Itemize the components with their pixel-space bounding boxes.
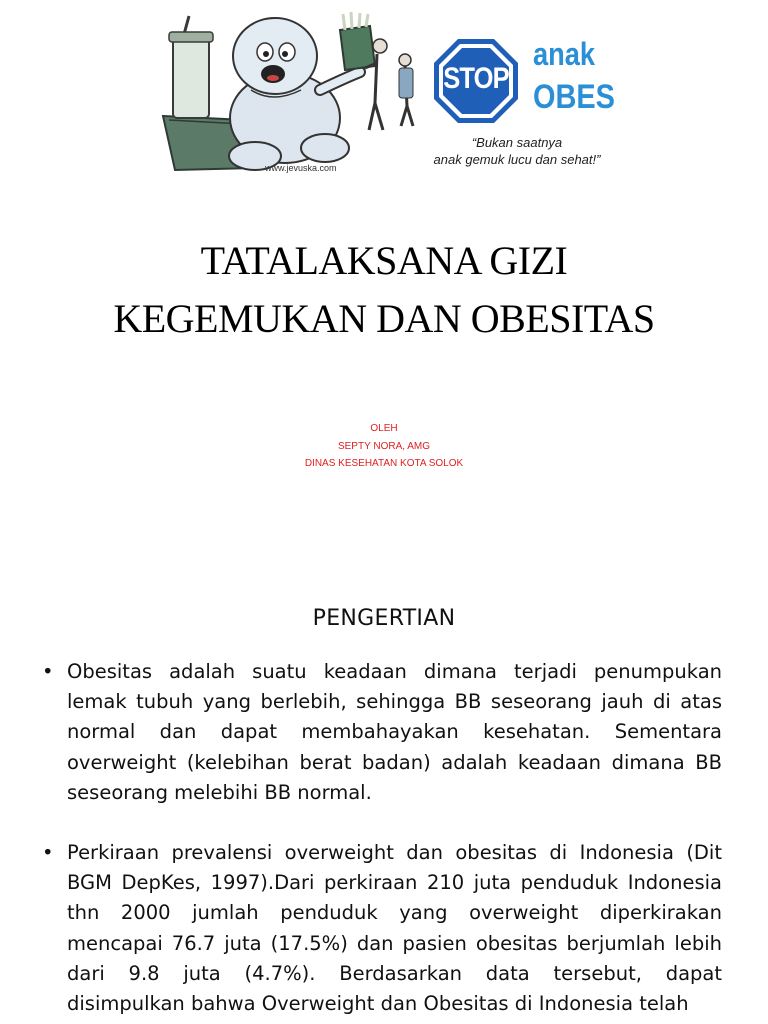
title-line-2: KEGEMUKAN DAN OBESITAS: [113, 296, 655, 341]
author-block: [0, 420, 768, 473]
tagline-line-2: anak gemuk lucu dan sehat!”: [433, 152, 601, 167]
brand-word-anak: anak: [533, 36, 595, 72]
bullet-icon: •: [42, 660, 54, 683]
author-by: OLEH: [370, 423, 398, 434]
paragraph-text: Obesitas adalah suatu keadaan dimana terjadi penumpukan lemak tubuh yang berlebih, sehingga BB seseorang jauh di atas normal dan dapat membahayakan kesehatan. Sementara overweight (kelebihan berat badan) adalah keadaan dimana BB seseorang melebihi BB normal.: [67, 660, 722, 804]
brand-word-obes: OBES: [533, 78, 615, 116]
website-credit: www.jevuska.com: [265, 163, 337, 173]
section-heading: PENGERTIAN: [312, 606, 456, 631]
list-item: [40, 657, 722, 808]
stop-label: STOP: [443, 62, 509, 95]
author-name: SEPTY NORA, AMG: [337, 440, 431, 452]
list-item: [40, 838, 722, 1019]
author-office: DINAS KESEHATAN KOTA SOLOK: [304, 458, 464, 469]
banner-illustration: [155, 8, 615, 180]
paragraph-text: Perkiraan prevalensi overweight dan obesitas di Indonesia (Dit BGM DepKes, 1997).Dari perkiraan 210 juta penduduk Indonesia thn 2000 jumlah penduduk yang overweight diperkirakan mencapai 76.7 juta (17.5%) dan pasien obesitas berjumlah lebih dari 9.8 juta (4.7%). Berdasarkan data tersebut, dapat disimpulkan bahwa Overweight dan Obesitas di Indonesia telah: [67, 841, 722, 1016]
title-line-1: TATALAKSANA GIZI: [200, 238, 568, 283]
document-title: [0, 232, 768, 348]
tagline-line-1: “Bukan saatnya: [471, 135, 563, 150]
banner-tagline: [417, 134, 617, 168]
definition-list: [40, 657, 722, 1019]
bullet-icon: •: [42, 841, 54, 865]
